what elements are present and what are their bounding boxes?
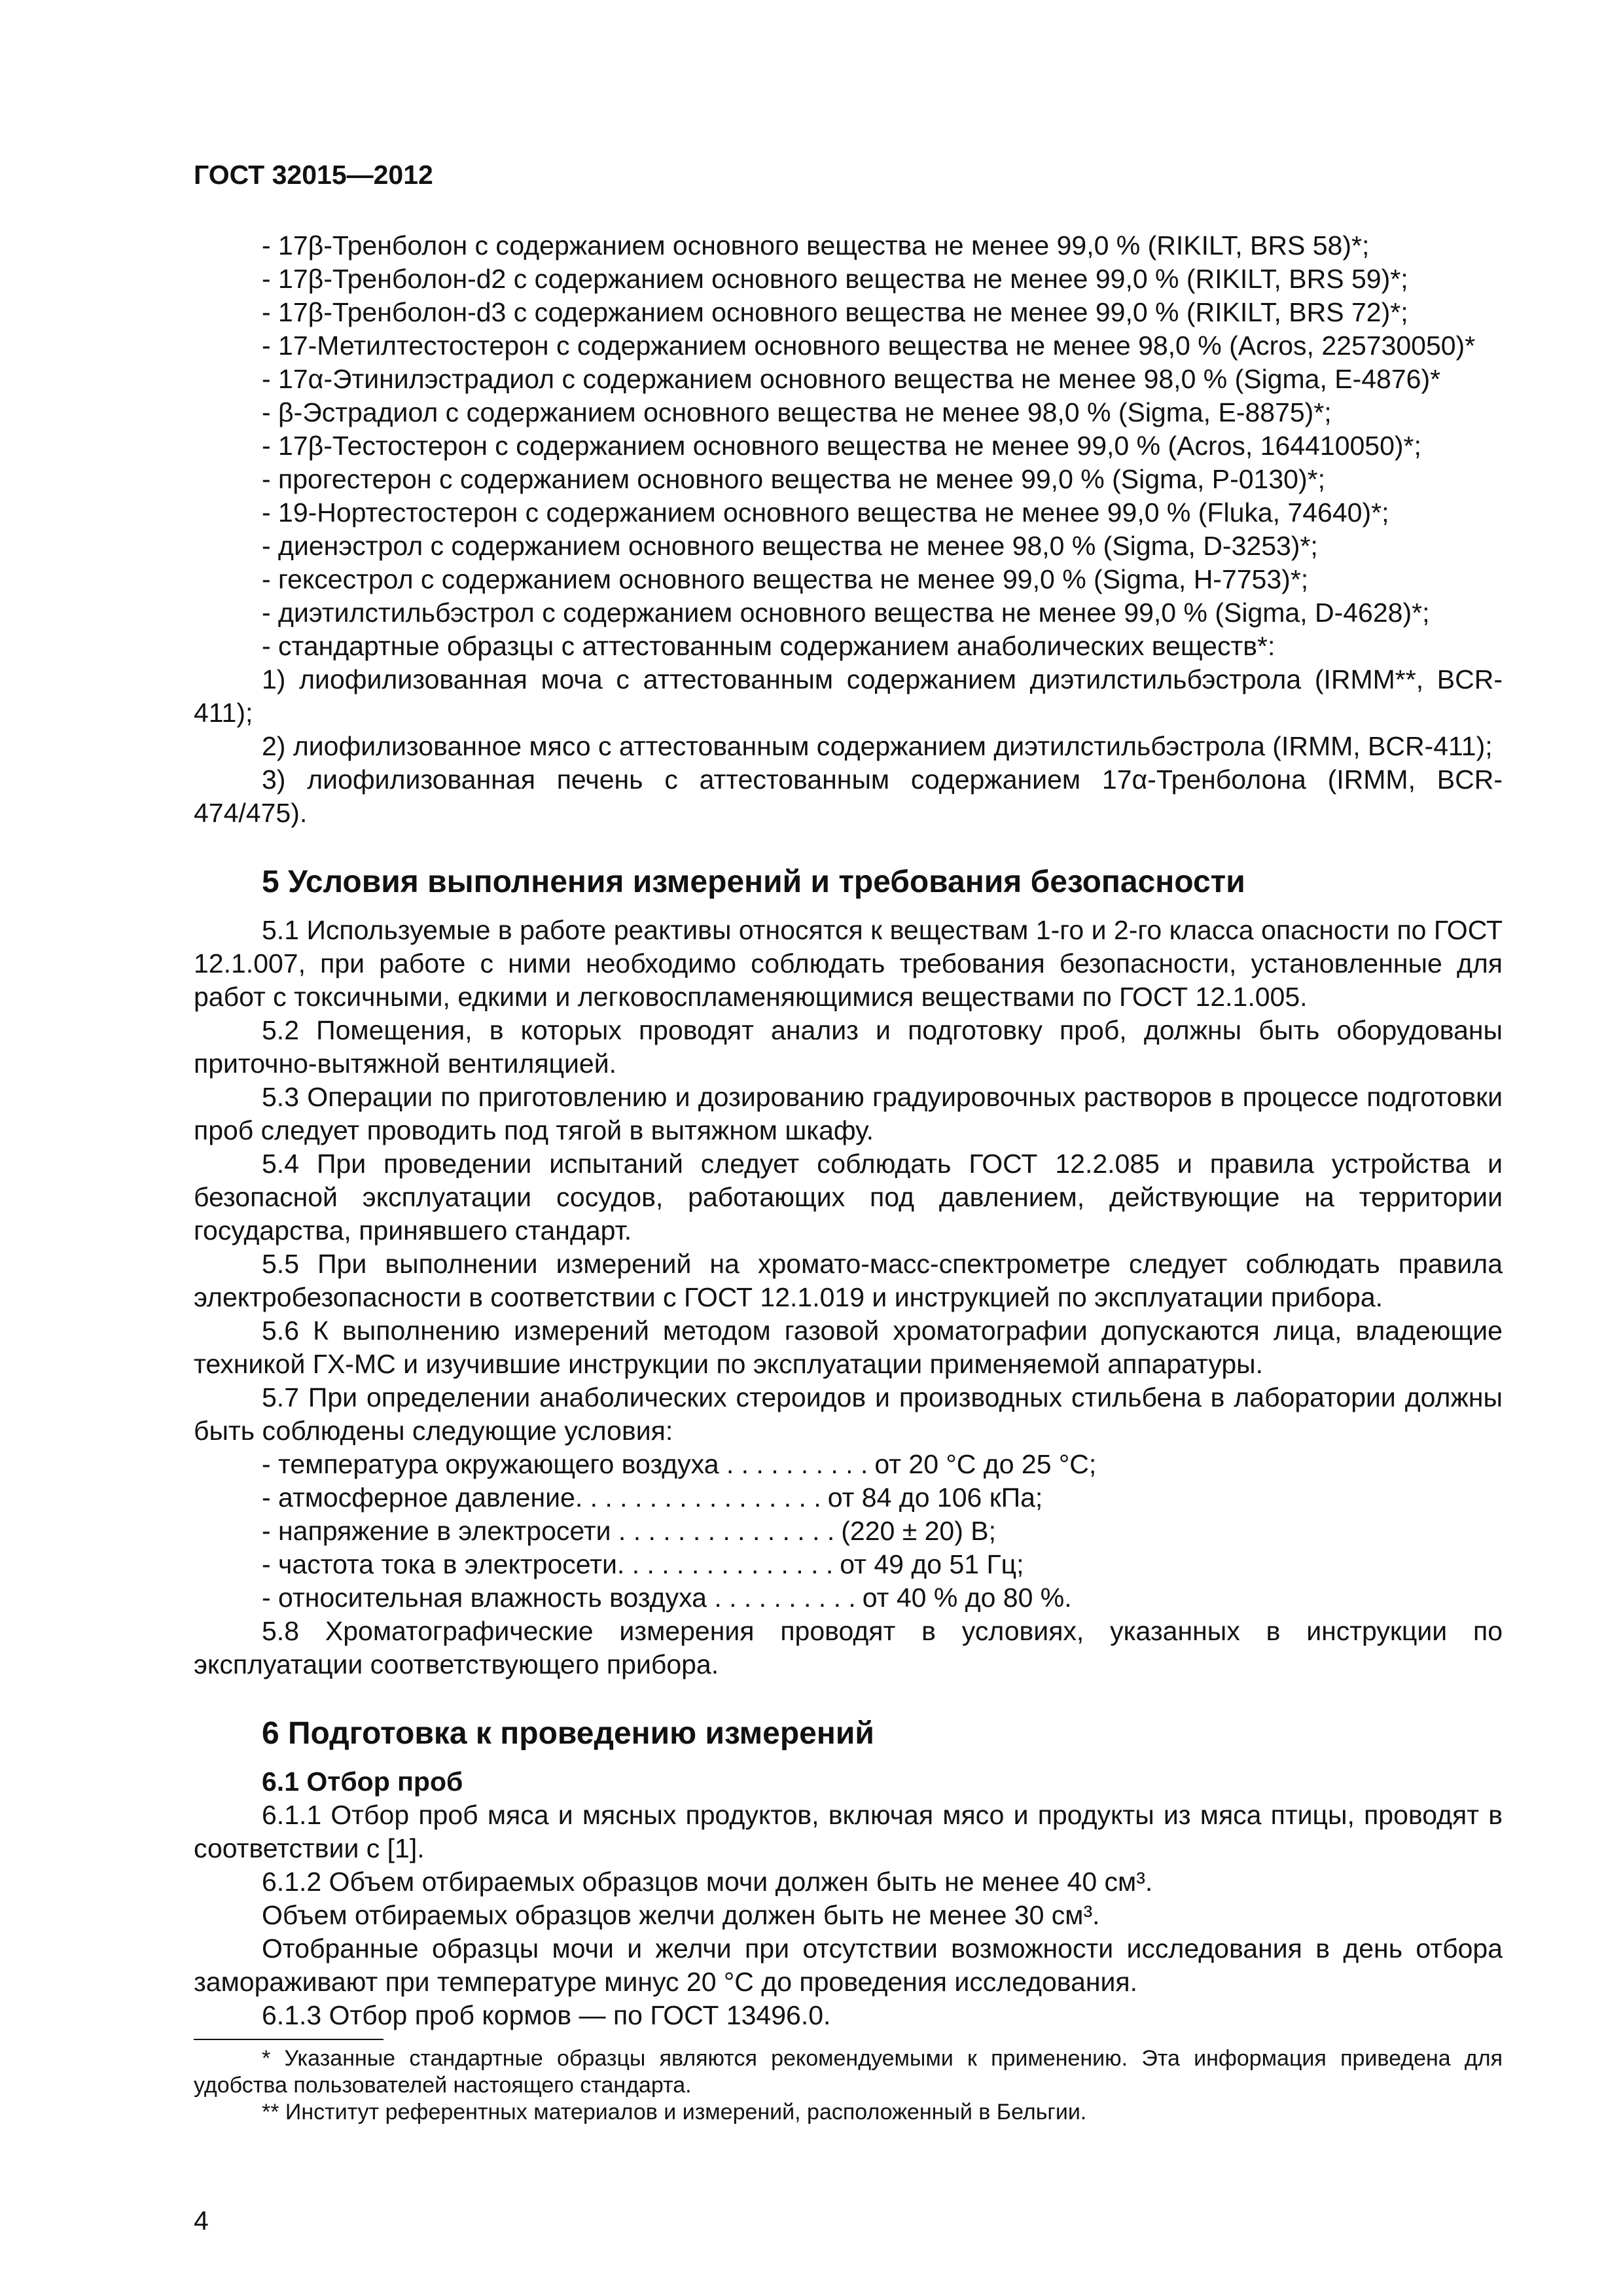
- reference-item: 2) лиофилизованное мясо с аттестованным содержанием диэтилстильбэстрола (IRMM, BCR-411);: [262, 731, 1493, 761]
- list-item: - прогестерон с содержанием основного вещества не менее 99,0 % (Sigma, P-0130)*;: [262, 464, 1325, 494]
- paragraph-5-1: 5.1 Используемые в работе реактивы относятся к веществам 1-го и 2-го класса опасности по ГОСТ 12.1.007, при работе с ними необходимо соблюдать требования безопасности, установленные для работ с токсичными, едкими и легковоспламеняющимися веществами по ГОСТ 12.1.005.: [194, 915, 1503, 1012]
- condition-value: от 40 % до 80 %.: [862, 1583, 1072, 1613]
- reference-item: 3) лиофилизованная печень с аттестованным содержанием 17α-Тренболона (IRMM, BCR-474/475).: [194, 764, 1503, 828]
- list-item: - 17α-Этинилэстрадиол с содержанием основного вещества не менее 98,0 % (Sigma, E-4876)*: [262, 364, 1441, 394]
- condition-item: [194, 1548, 1503, 1581]
- condition-label: - частота тока в электросети. . . . . . . . . . . . . . .: [262, 1549, 834, 1579]
- list-item: - диэтилстильбэстрол с содержанием основного вещества не менее 99,0 % (Sigma, D-4628)*;: [262, 598, 1430, 628]
- condition-value: от 84 до 106 кПа;: [827, 1482, 1043, 1513]
- paragraph-5-7: 5.7 При определении анаболических стероидов и производных стильбена в лаборатории должны быть соблюдены следующие условия:: [194, 1382, 1503, 1446]
- list-item: - стандартные образцы с аттестованным содержанием анаболических веществ*:: [262, 631, 1275, 661]
- section-6-heading: 6 Подготовка к проведению измерений: [262, 1716, 874, 1751]
- condition-item: [194, 1481, 1503, 1515]
- conditions-list: [194, 1448, 1503, 1615]
- footnote: ** Институт референтных материалов и измерений, расположенный в Бельгии.: [262, 2100, 1087, 2125]
- subsection-6-1-heading: 6.1 Отбор проб: [262, 1767, 463, 1797]
- list-item: - β-Эстрадиол с содержанием основного вещества не менее 98,0 % (Sigma, E-8875)*;: [262, 397, 1332, 427]
- paragraph-5-5: 5.5 При выполнении измерений на хромато-масс-спектрометре следует соблюдать правила электробезопасности в соответствии с ГОСТ 12.1.019 и инструкцией по эксплуатации прибора.: [194, 1249, 1503, 1312]
- condition-label: - напряжение в электросети . . . . . . . . . . . . . . .: [262, 1516, 835, 1546]
- paragraph-5-4: 5.4 При проведении испытаний следует соблюдать ГОСТ 12.2.085 и правила устройства и безопасной эксплуатации сосудов, работающих под давлением, действующие на территории государства, принявшего стандарт.: [194, 1149, 1503, 1246]
- condition-label: - относительная влажность воздуха . . . . . . . . . .: [262, 1583, 856, 1613]
- list-item: - 17β-Тестостерон с содержанием основного вещества не менее 99,0 % (Acros, 164410050)*;: [262, 431, 1421, 461]
- paragraph-5-3: 5.3 Операции по приготовлению и дозированию градуировочных растворов в процессе подготовки проб следует проводить под тягой в вытяжном шкафу.: [194, 1082, 1503, 1145]
- list-item: - 19-Нортестостерон с содержанием основного вещества не менее 99,0 % (Fluka, 74640)*;: [262, 497, 1389, 528]
- paragraph-freezing: Отобранные образцы мочи и желчи при отсутствии возможности исследования в день отбора замораживают при температуре минус 20 °С до проведения исследования.: [194, 1933, 1503, 1997]
- paragraph-bile-volume: Объем отбираемых образцов желчи должен быть не менее 30 см³.: [262, 1900, 1100, 1930]
- paragraph-5-6: 5.6 К выполнению измерений методом газовой хроматографии допускаются лица, владеющие техникой ГХ-МС и изучившие инструкции по эксплуатации применяемой аппаратуры.: [194, 1316, 1503, 1379]
- condition-label: - атмосферное давление. . . . . . . . . . . . . . . . .: [262, 1482, 821, 1513]
- section-5-heading: 5 Условия выполнения измерений и требования безопасности: [262, 865, 1245, 899]
- paragraph-6-1-3: 6.1.3 Отбор проб кормов — по ГОСТ 13496.0.: [262, 2000, 831, 2030]
- document-body: [194, 229, 1503, 2126]
- condition-value: от 20 °С до 25 °С;: [874, 1449, 1097, 1479]
- condition-value: (220 ± 20) В;: [841, 1516, 996, 1546]
- list-item: - 17β-Тренболон-d3 с содержанием основного вещества не менее 99,0 % (RIKILT, BRS 72)*;: [262, 297, 1408, 327]
- document-header: ГОСТ 32015—2012: [194, 160, 433, 190]
- footnote-divider: [194, 2039, 383, 2040]
- footnote: * Указанные стандартные образцы являются рекомендуемыми к применению. Эта информация приведена для удобства пользователей настоящего стандарта.: [194, 2046, 1503, 2098]
- paragraph-5-8: 5.8 Хроматографические измерения проводят в условиях, указанных в инструкции по эксплуатации соответствующего прибора.: [194, 1616, 1503, 1679]
- paragraph-6-1-1: 6.1.1 Отбор проб мяса и мясных продуктов, включая мясо и продукты из мяса птицы, проводят в соответствии с [1].: [194, 1800, 1503, 1863]
- list-item: - 17β-Тренболон-d2 с содержанием основного вещества не менее 99,0 % (RIKILT, BRS 59)*;: [262, 264, 1408, 294]
- reference-item: 1) лиофилизованная моча с аттестованным содержанием диэтилстильбэстрола (IRMM**, BCR-411);: [194, 664, 1503, 728]
- condition-item: [194, 1515, 1503, 1548]
- list-item: - диенэстрол с содержанием основного вещества не менее 98,0 % (Sigma, D-3253)*;: [262, 531, 1318, 561]
- paragraph-6-1-2: 6.1.2 Объем отбираемых образцов мочи должен быть не менее 40 см³.: [262, 1867, 1153, 1897]
- list-item: - 17β-Тренболон с содержанием основного вещества не менее 99,0 % (RIKILT, BRS 58)*;: [262, 230, 1370, 260]
- condition-item: [194, 1581, 1503, 1615]
- condition-item: [194, 1448, 1503, 1481]
- condition-value: от 49 до 51 Гц;: [840, 1549, 1024, 1579]
- reagent-list: [194, 229, 1503, 663]
- paragraph-5-2: 5.2 Помещения, в которых проводят анализ и подготовку проб, должны быть оборудованы приточно-вытяжной вентиляцией.: [194, 1015, 1503, 1079]
- page-number: 4: [194, 2206, 209, 2236]
- list-item: - гексестрол с содержанием основного вещества не менее 99,0 % (Sigma, H-7753)*;: [262, 564, 1309, 594]
- condition-label: - температура окружающего воздуха . . . . . . . . . .: [262, 1449, 868, 1479]
- list-item: - 17-Метилтестостерон с содержанием основного вещества не менее 98,0 % (Acros, 225730050)*: [262, 331, 1476, 361]
